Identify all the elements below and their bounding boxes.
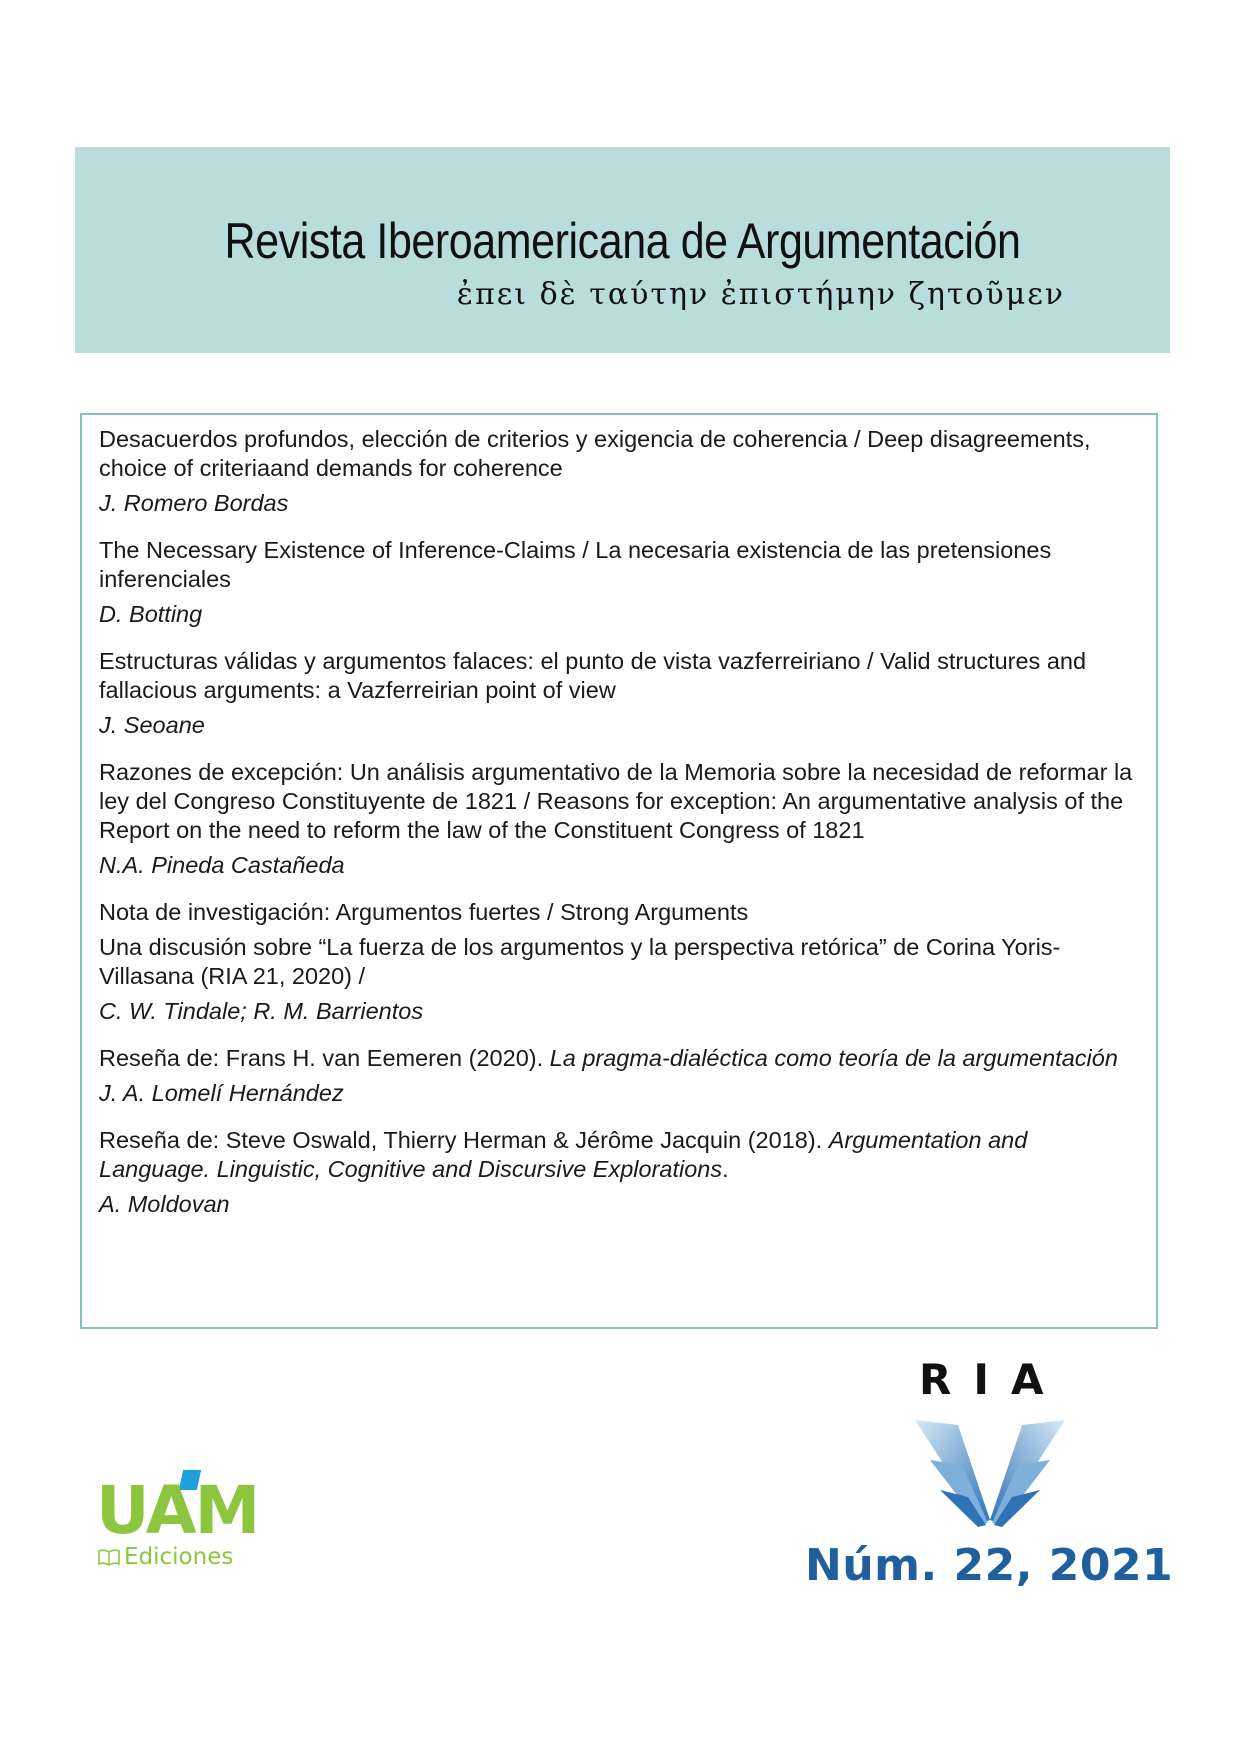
table-of-contents: [80, 413, 1158, 1329]
toc-entry: [99, 1126, 1139, 1219]
ria-book-icon: [910, 1415, 1070, 1530]
article-author: A. Moldovan: [99, 1191, 230, 1217]
review-title: [99, 1044, 1139, 1073]
article-author: J. Romero Bordas: [99, 490, 289, 516]
uam-logo-subtitle: [98, 1544, 233, 1570]
uam-logo-text: UAM: [96, 1472, 259, 1549]
ria-logo-block: [805, 1355, 1174, 1645]
toc-entry: [99, 898, 1139, 1026]
toc-entry: [99, 647, 1139, 740]
journal-title: Revista Iberoamericana de Argumentación: [224, 213, 1021, 269]
article-author: C. W. Tindale; R. M. Barrientos: [99, 998, 424, 1024]
review-prefix: Reseña de: Steve Oswald, Thierry Herman & Jérôme Jacquin (2018).: [99, 1127, 829, 1153]
review-book-title: La pragma-dialéctica como teoría de la argumentación: [549, 1045, 1118, 1071]
ediciones-label: Ediciones: [124, 1544, 234, 1570]
article-author: D. Botting: [99, 601, 203, 627]
toc-entry: [99, 758, 1139, 880]
article-author: N.A. Pineda Castañeda: [99, 852, 345, 878]
article-title: Estructuras válidas y argumentos falaces: el punto de vista vazferreiriano / Valid structures and fallacious arguments: a Vazferreirian point of view: [99, 648, 1087, 703]
review-book-title: Argumentation and Language. Linguistic, Cognitive and Discursive Explorations: [99, 1127, 1028, 1182]
toc-entry: [99, 1044, 1139, 1108]
article-subtitle: Una discusión sobre “La fuerza de los argumentos y la perspectiva retórica” de Corina Yoris-Villasana (RIA 21, 2020) /: [99, 934, 1061, 989]
article-title: Nota de investigación: Argumentos fuertes / Strong Arguments: [99, 899, 749, 925]
toc-entry: [99, 536, 1139, 629]
review-title: [99, 1126, 1139, 1184]
toc-entry: [99, 425, 1139, 518]
open-book-icon: [98, 1548, 120, 1566]
uam-ediciones-logo: [96, 1470, 276, 1580]
journal-header: [75, 147, 1170, 353]
article-author: J. Seoane: [99, 712, 205, 738]
article-title: Desacuerdos profundos, elección de criterios y exigencia de coherencia / Deep disagreements, choice of criteriaand demands for coherence: [99, 426, 1091, 481]
article-title: Razones de excepción: Un análisis argumentativo de la Memoria sobre la necesidad de reformar la ley del Congreso Constituyente de 1821 / Reasons for exception: An argumentative analysis of the Report on the need to reform the law of the Constituent Congress of 1821: [99, 759, 1133, 843]
issue-number: Núm. 22, 2021: [805, 1540, 1174, 1591]
article-title: The Necessary Existence of Inference-Claims / La necesaria existencia de las pretensiones inferenciales: [99, 537, 1052, 592]
journal-motto: ἐπει δὲ ταύτην ἐπιστήμην ζητοῦμεν: [456, 277, 1065, 312]
article-author: J. A. Lomelí Hernández: [99, 1080, 344, 1106]
ria-logo-text: RIA: [919, 1355, 1066, 1404]
review-prefix: Reseña de: Frans H. van Eemeren (2020).: [99, 1045, 550, 1071]
review-suffix: .: [722, 1156, 729, 1182]
